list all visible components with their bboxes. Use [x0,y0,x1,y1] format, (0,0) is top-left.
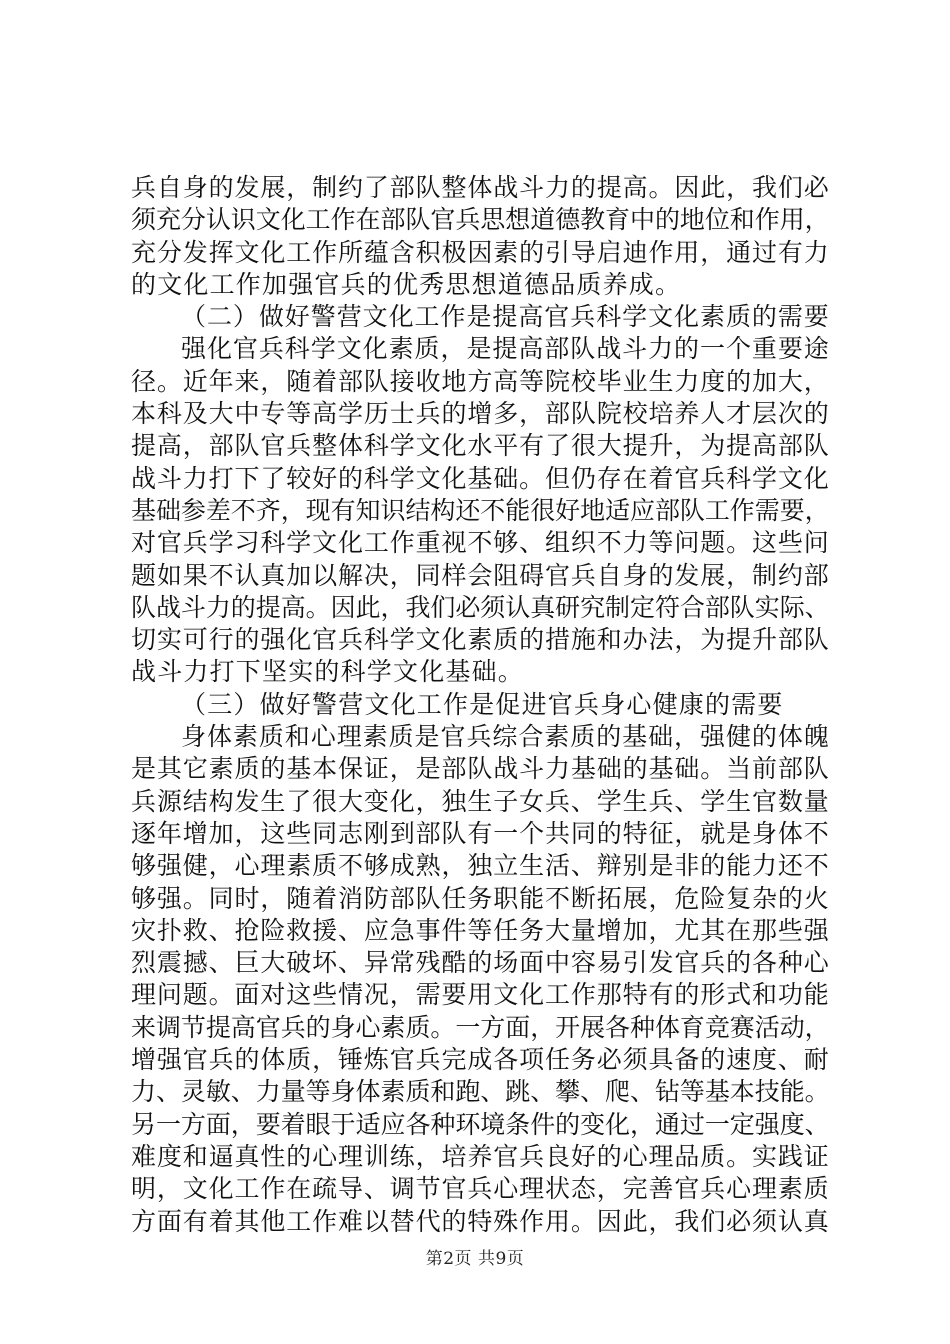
text-line: 强化官兵科学文化素质，是提高部队战斗力的一个重要途 [181,334,830,364]
text-line: 充分发挥文化工作所蕴含积极因素的引导启迪作用，通过有力 [131,237,830,267]
text-line: 切实可行的强化官兵科学文化素质的措施和办法，为提升部队 [131,625,830,655]
text-line: 明，文化工作在疏导、调节官兵心理状态，完善官兵心理素质 [131,1174,830,1204]
text-line: 难度和逼真性的心理训练，培养官兵良好的心理品质。实践证 [131,1141,830,1171]
text-line: 兵源结构发生了很大变化，独生子女兵、学生兵、学生官数量 [131,786,830,816]
text-line: 灾扑救、抢险救援、应急事件等任务大量增加，尤其在那些强 [131,915,830,945]
text-line: 方面有着其他工作难以替代的特殊作用。因此，我们必须认真 [131,1206,830,1236]
text-line: 的文化工作加强官兵的优秀思想道德品质养成。 [131,269,682,299]
text-line: （三）做好警营文化工作是促进官兵身心健康的需要 [181,689,784,719]
text-line: 烈震撼、巨大破坏、异常残酷的场面中容易引发官兵的各种心 [131,948,830,978]
text-line: 来调节提高官兵的身心素质。一方面，开展各种体育竞赛活动， [131,1012,830,1042]
text-line: 战斗力打下了较好的科学文化基础。但仍存在着官兵科学文化 [131,463,830,493]
text-line: 须充分认识文化工作在部队官兵思想道德教育中的地位和作用， [131,205,830,235]
text-line: 题如果不认真加以解决，同样会阻碍官兵自身的发展，制约部 [131,560,830,590]
text-line: 另一方面，要着眼于适应各种环境条件的变化，通过一定强度、 [131,1109,830,1139]
text-line: 兵自身的发展，制约了部队整体战斗力的提高。因此，我们必 [131,173,830,202]
document-body [131,172,831,1238]
text-line: 提高，部队官兵整体科学文化水平有了很大提升，为提高部队 [131,431,830,461]
text-line: 力、灵敏、力量等身体素质和跑、跳、攀、爬、钻等基本技能。 [131,1077,830,1107]
text-line: 径。近年来，随着部队接收地方高等院校毕业生力度的加大， [131,366,830,396]
text-line: 理问题。面对这些情况，需要用文化工作那特有的形式和功能 [131,980,830,1010]
text-line: 战斗力打下坚实的科学文化基础。 [131,657,525,687]
text-line: 队战斗力的提高。因此，我们必须认真研究制定符合部队实际、 [131,592,830,622]
text-line: 身体素质和心理素质是官兵综合素质的基础，强健的体魄 [181,722,830,752]
text-line: 本科及大中专等高学历士兵的增多，部队院校培养人才层次的 [131,399,830,429]
text-line: 够强。同时，随着消防部队任务职能不断拓展，危险复杂的火 [131,883,830,913]
text-line: 是其它素质的基本保证，是部队战斗力基础的基础。当前部队 [131,754,830,784]
text-line: 增强官兵的体质，锤炼官兵完成各项任务必须具备的速度、耐 [131,1045,830,1075]
text-line: （二）做好警营文化工作是提高官兵科学文化素质的需要 [181,302,830,332]
text-line: 对官兵学习科学文化工作重视不够、组织不力等问题。这些问 [131,528,830,558]
text-line: 逐年增加，这些同志刚到部队有一个共同的特征，就是身体不 [131,818,830,848]
text-line: 够强健，心理素质不够成熟，独立生活、辩别是非的能力还不 [131,851,830,881]
text-line: 基础参差不齐，现有知识结构还不能很好地适应部队工作需要， [131,495,830,525]
page-footer: 第2页 共9页 [425,1249,525,1269]
